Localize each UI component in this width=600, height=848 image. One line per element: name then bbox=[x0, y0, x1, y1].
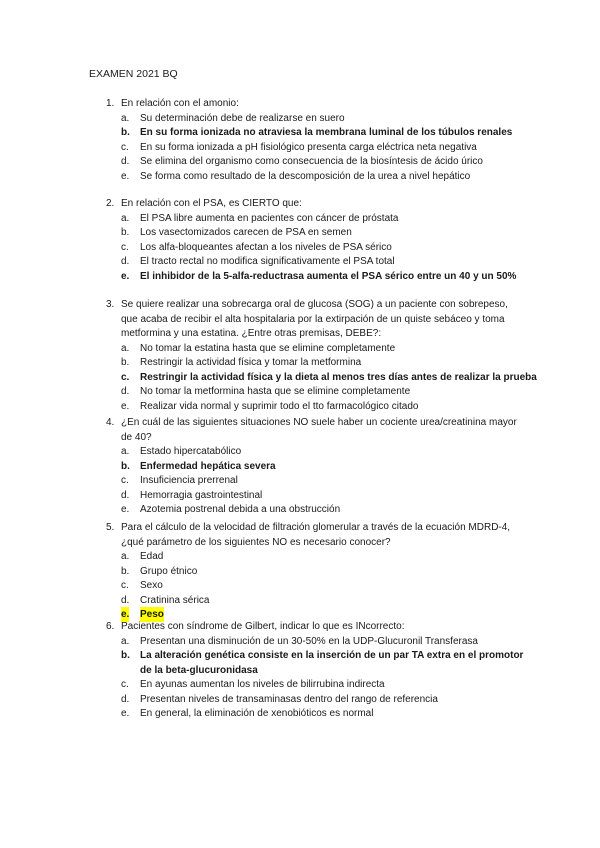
option-text: Insuficiencia prerrenal bbox=[140, 475, 238, 486]
option-text: Presentan niveles de transaminasas dentro del rango de referencia bbox=[140, 693, 438, 705]
option-letter: d. bbox=[121, 386, 130, 397]
question-text: que acaba de recibir el alta hospitalaria por la extirpación de un quiste sebáceo y toma bbox=[121, 313, 505, 325]
question-text: En relación con el PSA, es CIERTO que: bbox=[121, 198, 302, 209]
option-letter: c. bbox=[121, 371, 130, 383]
option-letter: e. bbox=[121, 270, 130, 282]
option-letter: c. bbox=[121, 241, 129, 253]
question-number: 5. bbox=[106, 522, 115, 533]
option-letter: a. bbox=[121, 446, 130, 457]
option-letter: b. bbox=[121, 357, 130, 368]
option-text: Grupo étnico bbox=[140, 565, 198, 577]
question-text: Pacientes con síndrome de Gilbert, indicar lo que es INcorrecto: bbox=[121, 621, 405, 632]
option-letter: e. bbox=[121, 708, 130, 719]
option-text: Realizar vida normal y suprimir todo el tto farmacológico citado bbox=[140, 400, 419, 412]
option-letter: c. bbox=[121, 141, 129, 153]
option-letter: a. bbox=[121, 342, 130, 354]
option-letter: b. bbox=[121, 650, 130, 661]
option-letter: a. bbox=[121, 551, 130, 562]
option-text: Hemorragia gastrointestinal bbox=[140, 489, 263, 501]
option-text: Edad bbox=[140, 551, 164, 562]
question-text: Se quiere realizar una sobrecarga oral de glucosa (SOG) a un paciente con sobrepeso, bbox=[121, 299, 508, 310]
question-text: de 40? bbox=[121, 431, 152, 443]
question-text: metformina y una estatina. ¿Entre otras premisas, DEBE?: bbox=[121, 328, 382, 339]
question-text: ¿qué parámetro de los siguientes NO es necesario conocer? bbox=[121, 536, 391, 548]
option-letter: d. bbox=[121, 693, 130, 705]
option-text: No tomar la metformina hasta que se elimine completamente bbox=[140, 386, 411, 397]
question-number: 2. bbox=[106, 198, 115, 209]
option-letter: d. bbox=[121, 256, 130, 267]
option-letter: c. bbox=[121, 475, 129, 486]
option-letter: e. bbox=[121, 400, 130, 412]
option-text: Sexo bbox=[140, 580, 163, 591]
option-text: El PSA libre aumenta en pacientes con cáncer de próstata bbox=[140, 212, 399, 224]
option-text: El tracto rectal no modifica significativamente el PSA total bbox=[140, 256, 395, 267]
question-number: 3. bbox=[106, 299, 115, 310]
option-text: Su determinación debe de realizarse en suero bbox=[140, 112, 345, 124]
option-text: Restringir la actividad física y la dieta al menos tres días antes de realizar la prueba bbox=[140, 371, 537, 383]
option-letter: d. bbox=[121, 489, 130, 501]
option-text: No tomar la estatina hasta que se elimine completamente bbox=[140, 342, 396, 354]
option-letter: a. bbox=[121, 112, 130, 124]
option-text: Los alfa-bloqueantes afectan a los niveles de PSA sérico bbox=[140, 241, 392, 253]
option-letter: c. bbox=[121, 679, 129, 690]
option-letter: d. bbox=[121, 156, 130, 167]
option-letter: e. bbox=[121, 609, 130, 620]
question-number: 4. bbox=[106, 417, 115, 428]
question-text: Para el cálculo de la velocidad de filtración glomerular a través de la ecuación MDRD-4, bbox=[121, 522, 511, 533]
question-number: 1. bbox=[106, 98, 115, 109]
option-text: En su forma ionizada no atraviesa la membrana luminal de los túbulos renales bbox=[140, 127, 513, 138]
page-title: EXAMEN 2021 BQ bbox=[89, 68, 178, 80]
option-text: La alteración genética consiste en la inserción de un par TA extra en el promotor bbox=[140, 650, 524, 661]
question-number: 6. bbox=[106, 621, 115, 632]
option-letter: b. bbox=[121, 127, 130, 138]
option-text: Restringir la actividad física y tomar la metformina bbox=[140, 357, 362, 368]
option-letter: b. bbox=[121, 460, 130, 472]
question-text: En relación con el amonio: bbox=[121, 98, 239, 109]
option-letter: e. bbox=[121, 170, 130, 182]
option-letter: c. bbox=[121, 580, 129, 591]
option-letter: a. bbox=[121, 212, 130, 224]
option-text: de la beta-glucuronidasa bbox=[140, 664, 258, 676]
option-text: Presentan una disminución de un 30-50% en la UDP-Glucuronil Transferasa bbox=[140, 635, 478, 647]
option-text: El inhibidor de la 5-alfa-reductrasa aumenta el PSA sérico entre un 40 y un 50% bbox=[140, 270, 517, 282]
option-text: Se elimina del organismo como consecuencia de la biosíntesis de ácido úrico bbox=[140, 156, 483, 167]
option-text: Enfermedad hepática severa bbox=[140, 460, 276, 472]
option-text: En general, la eliminación de xenobióticos es normal bbox=[140, 708, 374, 719]
option-text: Cratinina sérica bbox=[140, 594, 210, 606]
option-text: Se forma como resultado de la descomposición de la urea a nivel hepático bbox=[140, 170, 471, 182]
option-text: Los vasectomizados carecen de PSA en semen bbox=[140, 227, 352, 238]
option-text: Estado hipercatabólico bbox=[140, 446, 242, 457]
option-text: En su forma ionizada a pH fisiológico presenta carga eléctrica neta negativa bbox=[140, 141, 477, 153]
question-text: ¿En cuál de las siguientes situaciones NO suele haber un cociente urea/creatinina mayor bbox=[121, 417, 517, 428]
option-text: Azotemia postrenal debida a una obstrucción bbox=[140, 504, 341, 515]
option-letter: a. bbox=[121, 635, 130, 647]
option-letter: d. bbox=[121, 594, 130, 606]
option-letter: b. bbox=[121, 565, 130, 577]
option-text: Peso bbox=[140, 609, 164, 620]
option-letter: e. bbox=[121, 504, 130, 515]
option-text: En ayunas aumentan los niveles de bilirrubina indirecta bbox=[140, 679, 385, 690]
option-letter: b. bbox=[121, 227, 130, 238]
